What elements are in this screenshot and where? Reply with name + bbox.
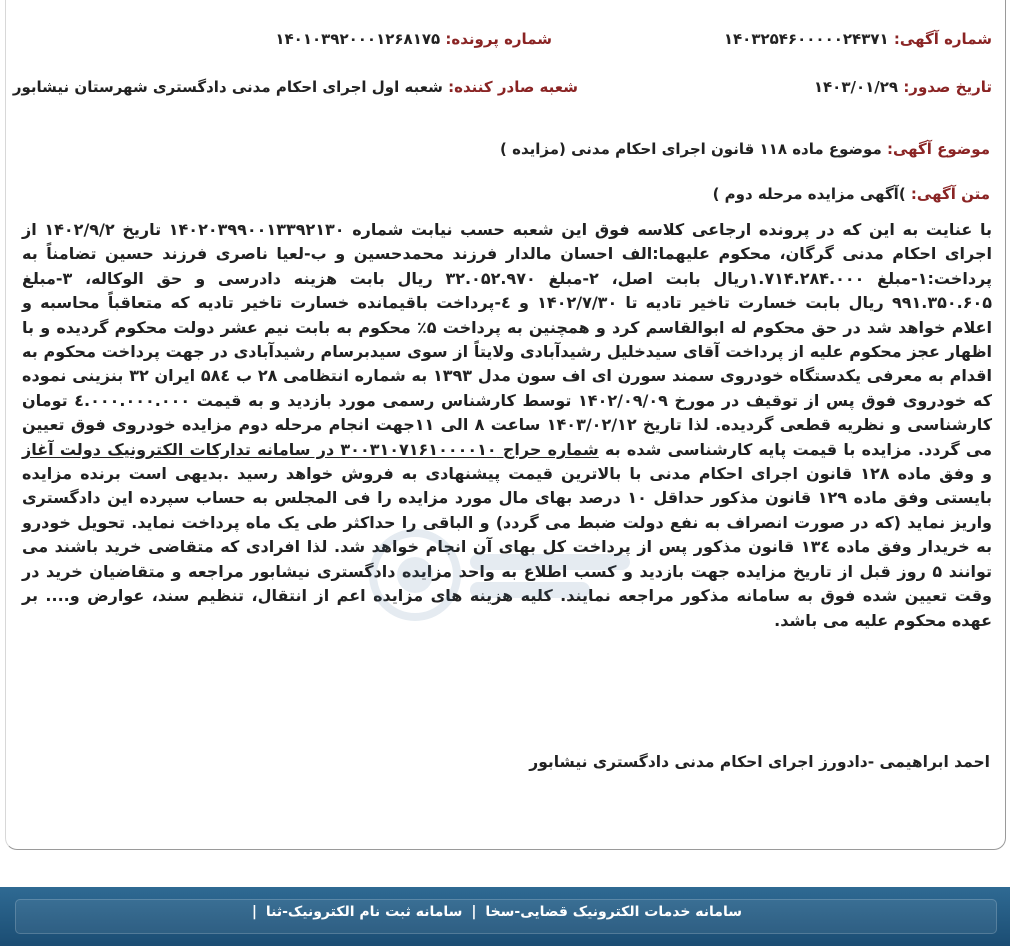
notice-body <box>22 218 992 633</box>
subject-value: موضوع ماده ۱۱۸ قانون اجرای احکام مدنی (مزایده ) <box>500 140 882 158</box>
text-title-row <box>713 185 990 203</box>
issuer-row <box>13 78 578 96</box>
footer-separator: | <box>471 904 477 920</box>
body-part-2: و وفق ماده ۱۲۸ قانون اجرای احکام مدنی با بالاترین قیمت پیشنهادی به فروش خواهد رسید .بدیهی است برنده مزایده بایستی وفق ماده ۱۲۹ قانون مذکور حداقل ۱۰ درصد بهای مال مورد مزایده را فی المجلس به حساب سپرده این دادگستری واریز نماید (که در صورت انصراف به نفع دولت ضبط می گردد) و الباقی را حداکثر طی یک ماه پرداخت نماید. تحویل خودرو به خریدار وفق ماده ۱۳٤ قانون مذکور پس از پرداخت کل بهای آن انجام خواهد شد. لذا افرادی که متقاضی خرید باشند می توانند ۵ روز قبل از تاریخ مزایده جهت بازدید و کسب اطلاع به واحد مزایده دادگستری نیشابور مراجعه و متقاضیان خرید در وقت تعیین شده فوق به سامانه مذکور مراجعه نمایند. کلیه هزینه های مزایده اعم از انتقال، تنظیم سند، عوارض و.... بر عهده محکوم علیه می باشد. <box>22 464 992 630</box>
ad-number-value: ۱۴۰۳۲۵۴۶۰۰۰۰۰۲۴۳۷۱ <box>723 30 889 48</box>
subject-row <box>500 140 990 158</box>
signature: احمد ابراهیمی -دادورز اجرای احکام مدنی دادگستری نیشابور <box>529 753 990 771</box>
footer-separator-end: | <box>251 904 257 920</box>
body-part-1: با عنایت به این که در پرونده ارجاعی کلاسه فوق این شعبه حسب نیابت شماره ۱۴۰۲۰۳۹۹۰۰۱۳۳۹۲۱۳۰ تاریخ ۱۴۰۲/۹/۲ از اجرای احکام مدنی گرگان، محکوم علیهما:الف احسان مالدار فرزند محمدحسین و ب-لعیا ناصری فرزند حسین تضامناً به پرداخت:۱-مبلغ ۱.۷۱۴.۲۸۴.۰۰۰ریال بابت اصل، ۲-مبلغ ۳۲.۰۵۲.۹۷۰ ریال بابت هزینه دادرسی و حق الوکاله، ۳-مبلغ ۹۹۱.۳۵۰.۶۰۵ ریال بابت خسارت تاخیر تادیه تا ۱۴۰۲/۷/۳۰ و ٤-پرداخت باقیمانده خسارت تاخیر تادیه که متعاقباً محاسبه و اعلام خواهد شد در حق محکوم له ابوالقاسم کرد و همچنین به پرداخت ۵٪ محکوم به بابت نیم عشر دولت محکوم گردیده و با اظهار عجز محکوم علیه از پرداخت آقای سیدخلیل رشیدآبادی ولایتاً از سوی سیدبرسام رشیدآبادی در جهت پرداخت محکوم به اقدام به معرفی یکدستگاه خودروی سمند سورن ای اف سون مدل ۱۳۹۳ به شماره انتظامی ۲۸ ب ۵۸٤ ایران ۳۲ بنزینی نموده که خودروی فوق پس از توقیف در مورخ ۱۴۰۲/۰۹/۰۹ توسط کارشناس رسمی مورد بازدید و به قیمت ٤.۰۰۰.۰۰۰.۰۰۰ تومان کارشناسی و نظریه قطعی گردیده. لذا تاریخ ۱۴۰۳/۰۲/۱۲ ساعت ۸ الی ۱۱جهت انجام مرحله دوم مزایده خودروی فوق تعیین می گردد. مزایده با قیمت پایه کارشناسی شده به <box>22 220 993 459</box>
text-label: متن آگهی: <box>910 185 990 203</box>
notice-paragraph <box>22 218 992 633</box>
text-title: )آگهی مزایده مرحله دوم ) <box>712 185 906 203</box>
issuer-value: شعبه اول اجرای احکام مدنی دادگستری شهرستان نیشابور <box>12 78 443 96</box>
file-number-row <box>275 30 552 48</box>
ad-number-row <box>724 30 992 48</box>
issue-date-label: تاریخ صدور: <box>903 78 992 96</box>
issuer-label: شعبه صادر کننده: <box>448 78 578 96</box>
issue-date-value: ۱۴۰۳/۰۱/۲۹ <box>813 78 899 96</box>
footer-link-sakha[interactable]: سامانه خدمات الکترونیک قضایی-سخا <box>485 904 742 920</box>
footer-link-sana[interactable]: سامانه ثبت نام الکترونیک-ثنا <box>265 904 463 920</box>
file-number-label: شماره پرونده: <box>445 30 552 48</box>
issue-date-row <box>814 78 992 96</box>
ad-number-label: شماره آگهی: <box>893 30 992 48</box>
file-number-value: ۱۴۰۱۰۳۹۲۰۰۰۱۲۶۸۱۷۵ <box>275 30 441 48</box>
subject-label: موضوع آگهی: <box>886 140 990 158</box>
auction-number-underlined: شماره حراج ۳۰۰۳۱۰۷۱۶۱۰۰۰۰۱۰ در سامانه تدارکات الکترونیک دولت آغاز <box>22 439 599 459</box>
footer-links <box>248 904 742 920</box>
